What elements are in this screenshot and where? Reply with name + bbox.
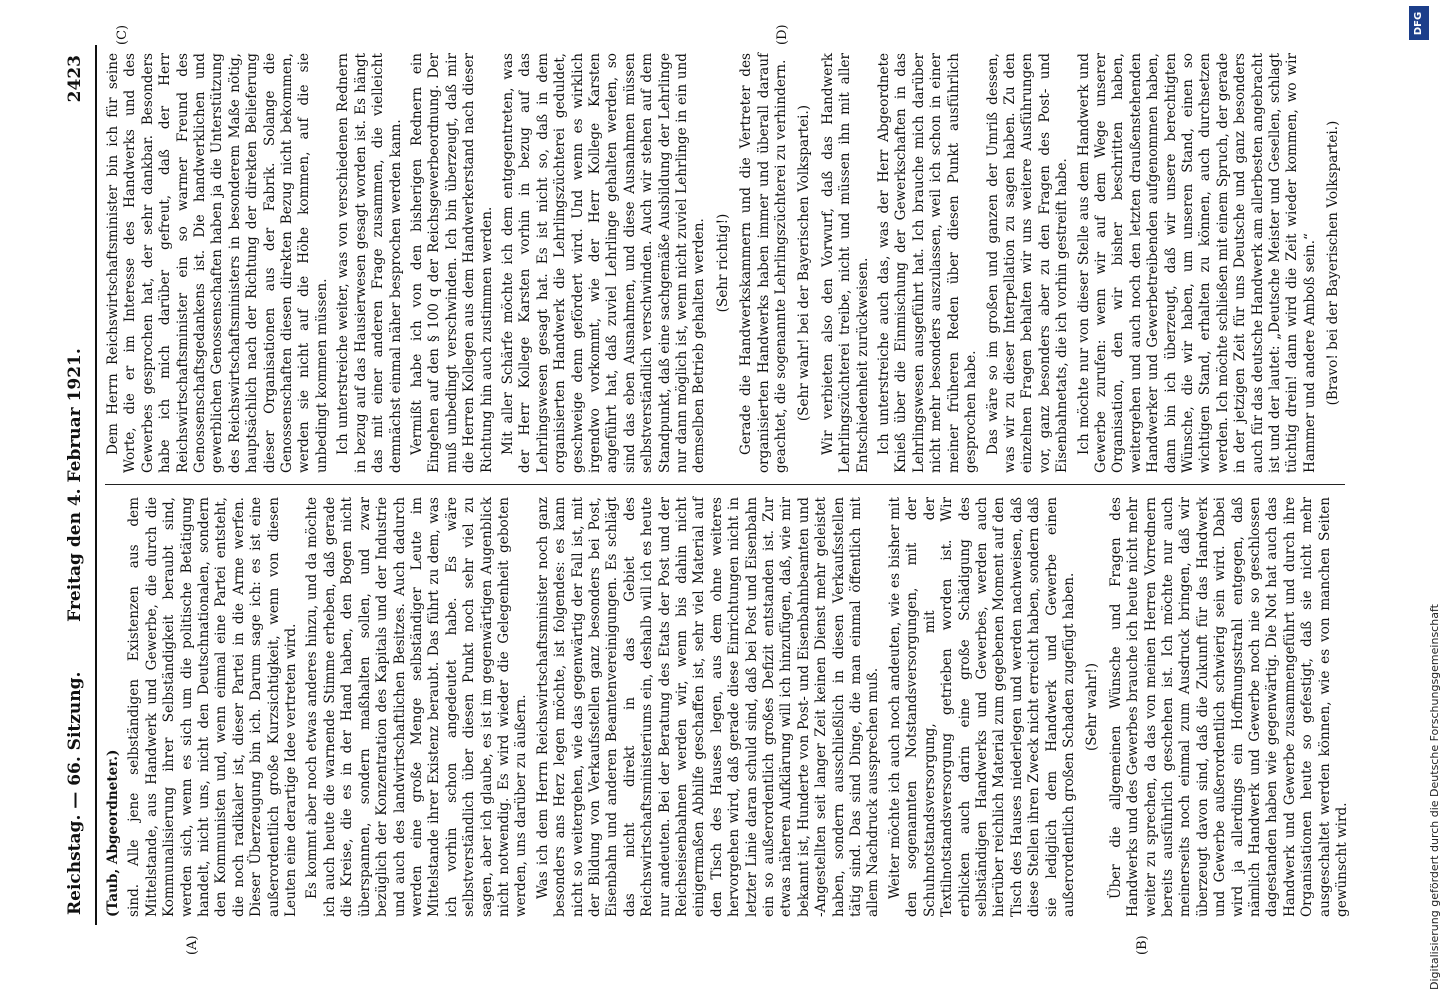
document-page [55, 24, 1355, 955]
paragraph: Über die allgemeinen Wünsche und Fragen des Handwerks und des Gewerbes brauche ich heute nicht mehr weiter zu sprechen, da das von meinen Herren Vorrednern bereits ausführlich geschehen ist. Ich möchte nur auch meinerseits noch einmal zum Ausdruck bringen, daß wir überzeugt davon sind, daß die Zukunft für das Handwerk und Gewerbe außerordentlich schwierig sein wird. Dabei wird ja allerdings ein Hoffnungsstrahl entgegen, daß nämlich Handwerk und Gewerbe noch nie so geschlossen dagestanden haben wie gegenwärtig. Die Not hat auch das Handwerk und Gewerbe zusammengeführt und durch ihre Organisationen heute so gefestigt, daß sie nicht mehr ausgeschaltet werden können, wie es von manchen Seiten gewünscht wird. [1107, 497, 1351, 917]
paragraph: Gerade die Handwerkskammern und die Vertreter des organisierten Handwerks haben immer und überall darauf geachtet, die sogenannte Lehrlingszüchterei zu verhindern. [738, 53, 790, 473]
paragraph: Ich unterstreiche auch das, was der Herr Abgeordnete Knieß über die Einmischung der Gewerkschaften in das Lehrlingswesen ausgeführt hat. Ich brauche mich darüber nicht mehr besonders auszulassen, weil ich schon in einer meiner früheren Reden über diesen Punkt ausführlich gesprochen habe. [876, 53, 980, 473]
speaker-name: (Taub, Abgeordneter.) [105, 749, 121, 917]
margin-mark-a: (A) [185, 935, 200, 955]
paragraph: Ich unterstreiche weiter, was von verschiedenen Rednern in bezug auf das Hausierwesen gesagt worden ist. Es hängt das mit einer anderen Frage zusammen, die vielleicht demnächst einmal näher besprochen werden kann. [335, 53, 404, 473]
margin-mark-d: (D) [775, 24, 790, 45]
paragraph: Mit aller Schärfe möchte ich dem entgegentreten, was der Herr Kollege Karsten vorhin in bezug auf das Lehrlingswesen gesagt hat. Es ist nicht so, daß in dem organisierten Handwerk die Lehrlingszüchterei geduldet, geschweige denn gefördert wird. Und wenn es wirklich irgendwo vorkommt, wie der Herr Kollege Karsten angeführt hat, daß zuviel Lehrlinge gehalten werden, so sind das eben Ausnahmen, und diese Ausnahmen müssen selbstverständlich verschwinden. Auch wir stehen auf dem Standpunkt, daß eine sachgemäße Ausbildung der Lehrlinge nur dann möglich ist, wenn nicht zuviel Lehrlinge in ein und demselben Betrieb gehalten werden. [499, 53, 708, 473]
dfg-logo: DFG [1409, 6, 1429, 40]
margin-mark-b: (B) [1135, 935, 1150, 955]
header-date: Freitag den 4. Februar 1921. [65, 348, 85, 622]
paragraph: sind. Alle jene selbständigen Existenzen aus dem Mittelstande, aus Handwerk und Gewerbe, die durch die Kommunalisierung ihrer Selbständigkeit beraubt sind, werden sich, wenn es sich um die politische Betätigung handelt, nicht uns, nicht den Deutschnationalen, sondern den Kommunisten und, wenn einmal eine Partei entsteht, die noch radikaler ist, dieser Partei in die Arme werfen. Dieser Überzeugung bin ich. Darum sage ich: es ist eine außerordentlich große Kurzsichtigkeit, wenn von diesen Leuten eine derartige Idee vertreten wird. [126, 497, 300, 917]
paragraph: Es kommt aber noch etwas anderes hinzu, und da möchte ich auch heute die warnende Stimme erheben, daß gerade die Kreise, die es in der Hand haben, den Bogen nicht überspannen, sondern maßhalten sollen, und zwar bezüglich der Konzentration des Kapitals und der Industrie und auch des landwirtschaftlichen Besitzes. Auch dadurch werden eine große Menge selbständiger Leute im Mittelstande ihrer Existenz beraubt. Das führt zu dem, was ich vorhin schon angedeutet habe. Es wäre selbstverständlich über diesen Punkt noch sehr viel zu sagen, aber ich glaube, es ist im gegenwärtigen Augenblick nicht notwendig. Es wird wieder die Gelegenheit geboten werden, uns darüber zu äußern. [304, 497, 530, 917]
right-column [105, 53, 1345, 473]
paragraph: Ich möchte nur von dieser Stelle aus dem Handwerk und Gewerbe zurufen: wenn wir auf dem Wege unserer Organisation, den wir bisher beschritten haben, weitergehen und auch noch den letzten draußenstehenden Handwerker und Gewerbetreibenden aufgenommen haben, dann bin ich überzeugt, daß wir unsere berechtigten Wünsche, die wir haben, um unseren Stand, einen so wichtigen Stand, erhalten zu können, auch durchsetzen werden. Ich möchte schließen mit einem Spruch, der gerade in der jetzigen Zeit für uns Deutsche und ganz besonders auch für das deutsche Handwerk am allerbesten angebracht ist und der lautet: „Deutsche Meister und Gesellen, schlagt tüchtig drein! dann wird die Zeit wieder kommen, wo wir Hammer und andere Amboß sein.“ [1075, 53, 1318, 473]
paragraph: Wir verbieten also den Vorwurf, daß das Handwerk Lehrlingszüchterei treibe, nicht und müssen ihn mit aller Entschiedenheit zurückweisen. [819, 53, 871, 473]
paragraph: Vermißt habe ich von den bisherigen Rednern ein Eingehen auf den § 100 q der Reichsgewerbeordnung. Der muß unbedingt verschwinden. Ich bin überzeugt, daß mir die Herren Kollegen aus dem Handwerkerstand nach dieser Richtung hin auch zustimmen werden. [408, 53, 495, 473]
interjection: (Sehr wahr!) [1084, 663, 1101, 751]
paragraph: Was ich dem Herrn Reichswirtschaftsminister noch ganz besonders ans Herz legen möchte, ist folgendes: es kann nicht so weitergehen, wie das gegenwärtig der Fall ist, mit der Bildung von Verkaufsstellen ganz besonders bei Post, Eisenbahn und anderen Beamtenvereinigungen. Es schlägt das nicht direkt in das Gebiet des Reichswirtschaftsministeriums ein, deshalb will ich es heute nur andeuten. Bei der Beratung des Etats der Post und der Reichseisenbahnen werden wir, wenn bis dahin nicht einigermaßen Abhilfe geschaffen ist, sehr viel Material auf den Tisch des Hauses legen, aus dem ohne weiteres hervorgehen wird, daß gerade diese Einrichtungen nicht in letzter Linie daran schuld sind, daß bei Post und Eisenbahn ein so außerordentlich großes Defizit entstanden ist. Zur etwas näheren Aufklärung will ich hinzufügen, daß, wie mir bekannt ist, Hunderte von Post- und Eisenbahnbeamten und -Angestellten seit langer Zeit keinen Dienst mehr geleistet haben, sondern ausschließlich in diesen Verkaufsstellen tätig sind. Das sind Dinge, die man einmal öffentlich mit allem Nachdruck aussprechen muß. [534, 497, 882, 917]
interjection: (Sehr wahr! bei der Bayerischen Volkspartei.) [796, 104, 813, 422]
interjection: (Sehr richtig!) [714, 213, 731, 313]
paragraph: Dem Herrn Reichswirtschaftsminister bin ich für seine Worte, die er im Interesse des Handwerks und des Gewerbes gesprochen hat, der sehr dankbar. Besonders habe ich mich darüber gefreut, daß der Herr Reichswirtschaftsminister ein so warmer Freund des Genossenschaftsgedankens ist. Die handwerklichen und gewerblichen Genossenschaften haben ja die Unterstützung des Reichswirtschaftsministers in besonderem Maße nötig, hauptsächlich nach der Richtung der direkten Belieferung dieser Organisationen aus der Fabrik. Solange die Genossenschaften diesen direkten Bezug nicht bekommen, werden sie nicht auf die Höhe kommen, auf die sie unbedingt kommen müssen. [105, 53, 330, 473]
margin-mark-c: (C) [115, 24, 130, 45]
paragraph: Das wäre so im großen und ganzen der Umriß dessen, was wir zu dieser Interpellation zu sagen haben. Zu den einzelnen Fragen behalten wir uns weitere Ausführungen vor, ganz besonders aber zu den Fragen des Post- und Eisenbahnetats, die ich vorhin gestreift habe. [984, 53, 1071, 473]
digitization-note-text: Digitalisierung gefördert durch die Deutsche Forschungsgemeinschaft [1428, 604, 1441, 990]
header-session: Reichstag. — 66. Sitzung. [65, 671, 85, 915]
paragraph: Weiter möchte ich auch noch andeuten, wie es bisher mit den sogenannten Notstandsversorgungen, mit der Schuhnotstandsversorgung, mit der Textilnotstandsversorgung getrieben worden ist. Wir erblicken auch darin eine große Schädigung des selbständigen Handwerks und Gewerbes, werden auch hierüber reichlich Material zum gegebenen Moment auf den Tisch des Hauses niederlegen und werden nachweisen, daß diese Stellen ihren Zweck nicht erreicht haben, sondern daß sie lediglich dem Handwerk und Gewerbe einen außerordentlich großen Schaden zugefügt haben. [886, 497, 1077, 917]
left-column [105, 497, 1351, 917]
page-header [55, 45, 97, 925]
header-page-number: 2423 [65, 55, 85, 103]
column-divider [105, 484, 1345, 485]
digitization-note [1406, 10, 1441, 990]
interjection: (Bravo! bei der Bayerischen Volkspartei.) [1325, 120, 1342, 406]
